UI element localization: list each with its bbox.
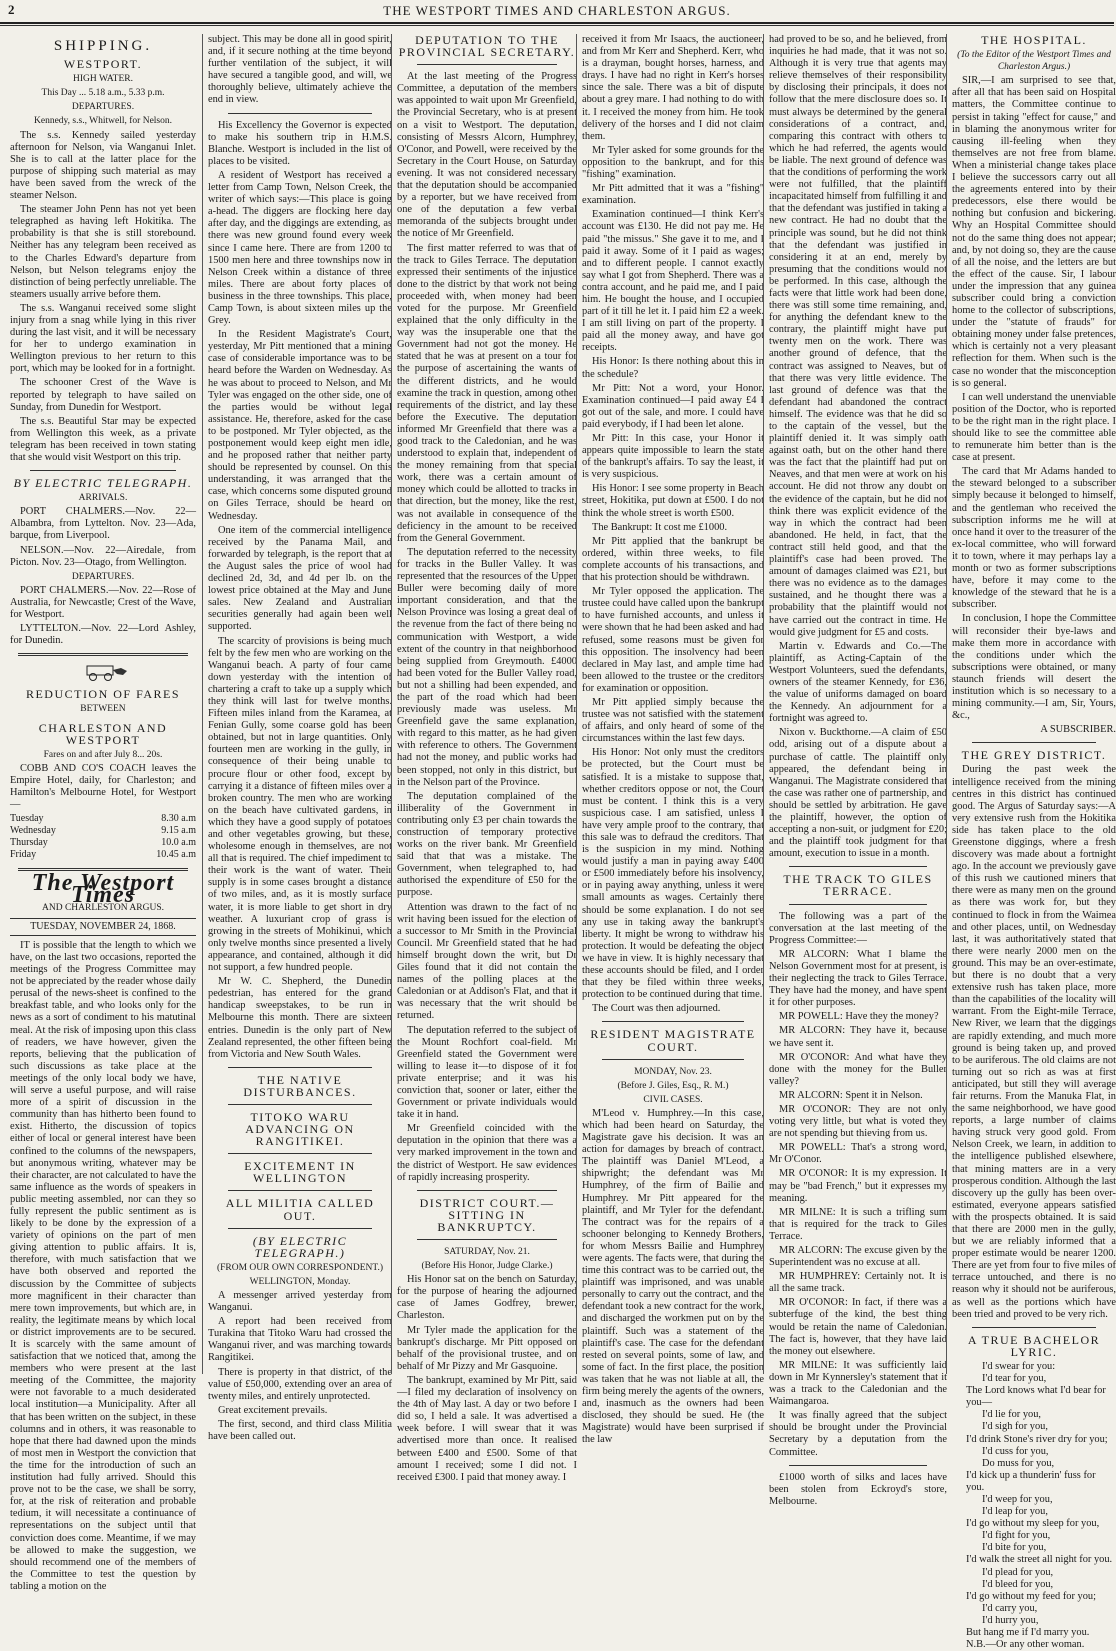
column-1	[10, 34, 196, 1592]
hospital-heading: THE HOSPITAL.	[981, 33, 1087, 47]
divider	[789, 1465, 927, 1466]
fares-line: Fares on and after July 8... 20s.	[43, 749, 163, 760]
column-3	[391, 33, 577, 1483]
timetable-row	[10, 813, 196, 825]
news-paragraph: Mr W. C. Shepherd, the Dunedin pedestrian, has entered for the grand handicap sweepstakes, to be run in Melbourne this month. There are sixteen entries. Dunedin is the only part of New Zealand represented, the other fifteen being from Victoria and New South Wales.	[208, 976, 392, 1060]
poem-line: I'd go without my sleep for you,	[966, 1518, 1100, 1530]
article-paragraph: The deputation complained of the illiberality of the Government in contributing only £3 per chain towards the construction of temporary protective works on the river bank. Mr Greenfield said that that was a mistake. The Government, when telegraphed to, had authorised the expenditure of £50 for the purpose.	[397, 790, 577, 899]
titoko-heading: TITOKO WARU ADVANCING ON RANGITIKEI.	[245, 1109, 355, 1149]
grey-district-heading: THE GREY DISTRICT.	[961, 748, 1107, 763]
article-paragraph: His Honor: Not only must the creditors be protected, but the Court must be satisfied. It is a mistake to suppose that, whether creditors oppose or not, the Court must be content. I think this is a very suspicious case. I am satisfied, unless I have very ample proof to the contrary, that this sale was to defraud the creditors. That is the suspicion in my mind. Nothing would justify a man in paying away £400 or £500 immediately before his insolvency, or in paying away anything, unless it were small amounts as wages. Certainly there should be some explanation. I do not see any use in taking away the bankrupt's liberty. It might be wrong to withdraw his protection. It would be defeating the object we have in view. It is highly necessary that these accounts should be filed, and I order that they be filed within three weeks, protection to be continued during that time.	[582, 747, 764, 1001]
article-paragraph: Mr Pitt: In this case, your Honor it appears quite impossible to learn the state of the bankrupt's affairs. To say the least, it is very suspicious.	[582, 433, 764, 481]
poem-line: I'd bite for you,	[982, 1542, 1047, 1554]
timetable-day: Friday	[10, 849, 37, 861]
article-paragraph: His Honor sat on the bench on Saturday, for the purpose of hearing the adjourned case of James Godfrey, brewer, Charleston.	[397, 1274, 577, 1322]
poem-line: I'd go without my feed for you;	[966, 1590, 1096, 1602]
arrivals-entry: PORT CHALMERS.—Nov. 22—Albambra, from Lyttelton. Nov. 23—Ada, barque, from Liverpool.	[10, 506, 196, 542]
dialogue-line: MR HUMPHREY: Certainly not. It is all the same track.	[769, 1271, 947, 1295]
news-paragraph: The scarcity of provisions is being much felt by the few men who are working on the Wanganui beach. A party of four came down yesterday with the intention of chartering a craft to take up a supply which they think will last for twelve months. Fifteen miles inland from the Karamea, at Fenian Gully, some coarse gold has been obtained, but not in large quantities. Only fourteen men are working in the gully, in consequence of their being unable to procure flour or other food, except by carrying it a distance of fifteen miles over a broken country. The men who are working on the beach have cultivated gardens, in which they have a good supply of potatoes and other vegetables growing, but these, wholesome enough in themselves, are not all that is required. The chief impediment to their work is the want of water. Their supply is in some cases brought a distance of two miles, and, as it is mostly surface water, it is more liable to get short in dry weather. A luxuriant crop of grass is growing in the streets of Mohikinui, which only twelve months since presented a lively appearance, and contained, although it did not support, a few hundred people.	[208, 635, 392, 974]
letter-paragraph: In conclusion, I hope the Committee will reconsider their bye-laws and make them more in accordance with the conditions under which the subscriptions were obtained, or many staunch friends will desert the institution which is so necessary to a mining community.—I am, Sir, Yours, &c.,	[952, 613, 1116, 722]
letter-paragraph: SIR,—I am surprised to see that, after all that has been said on Hospital matters, the Committee continue to persist in taking "effect for cause," and in blaming the anonymous writer for causing ill-feeling when they themselves are not free from blame. When a ministerial change takes place I believe the successors carry out all the agreements entered into by their predecessors, else there would be nothing but confusion and bickering. Why an Hospital Committee should not do the same thing does not appear; and, by not doing so, they are the cause of all the noise, and the letters are but the effect of the cause. Sir, I labour under the impression that any guinea subscriber could bring a conviction home to the collector of subscriptions, under the "statute of frauds" for obtaining money under false pretences, which is certainly not a very pleasant reflection for them. When such is the case no wonder that the misconception is so general.	[952, 75, 1116, 389]
news-paragraph: In the Resident Magistrate's Court, yesterday, Mr Pitt mentioned that a mining case of considerable importance was to be heard before the Warden on Wednesday. As he was about to proceed to Nelson, and Mr Tyler was engaged on the other side, one of the parties would be without legal assistance. He, therefore, asked for the case to be postponed. Mr Tyler objected, as the postponement would keep eight men idle, and he proposed rather that neither party should be represented by counsel. On this understanding, it was arranged that the case, which concerns some disputed ground on Giles Terrace, should be heard on Wednesday.	[208, 329, 392, 522]
column-2	[202, 34, 392, 1443]
arrivals-heading: ARRIVALS.	[78, 493, 128, 504]
timetable-day: Wednesday	[10, 825, 56, 837]
shipping-paragraph: The schooner Crest of the Wave is reported by telegraph to have sailed on Sunday, from Dunedin for Westport.	[10, 377, 196, 413]
coach-illustration-icon	[73, 662, 133, 682]
poem-line: I'd leap for you,	[982, 1506, 1048, 1518]
news-paragraph: A report had been received from Turakina that Titoko Waru had crossed the Wanganui river, and was marching towards Rangitikei.	[208, 1316, 392, 1364]
editorial-text: IT is possible that the length to which we have, on the last two occasions, reported the meetings of the Progress Committee may not be appreciated by the reader whose daily perusal of the news-sheet is confined to the breakfast table, and who looks only for the news as a sort of condiment to his matutinal meal. At the risk of imposing upon this class of readers, we have however, given the reports, believing that the publication of such discussions as take place at the meetings of the only local body we have, will serve a useful purpose, and will raise more of a spirit of discussion in the community than has hitherto been found to exist. Hitherto, the discussion of topics either of local or general interest have been confined to the columns of the newspapers, but anonymous writing, whatever may be their character, are not calculated to have the same influence as the words of speakers in public meeting assembled, nor can they so fully represent the public sentiment as is likely to be done by the expression of a variety of opinions on the part of men giving attention to public affairs. It is, therefore, with much satisfaction that we have both observed and reported the discussion by the Committee of subjects more magnificent in their character than mere town improvements, but which are, in reality, the legitimate means by which local or district improvements are to be secured. It is scarcely with the same amount of satisfaction that we noticed that, among the members who were present at the last meeting of the Committee, the majority were not favorable to a much desiderated local institution—a Municipality. After all that has been written on the subject, in these columns and in others, it was reasonable to hope that there had dawned upon the minds of most men in Westport the conviction that the time for the introduction of such an institution had fully arrived. Should this prove not to be the case, we shall be sorry, for, at the risk of reiteration and probable tedium, it will necessitate a continuance of representations on the subject until that conviction does come. Meantime, if we may be allowed to make the suggestion, we should recommend one of the members of the Committee to test the question by tabling a motion on the	[10, 939, 196, 1592]
poem-line: I'd lie for you,	[982, 1409, 1042, 1421]
poem-line: I'd hurry you,	[982, 1614, 1039, 1626]
resident-magistrate-heading: RESIDENT MAGISTRATE COURT.	[590, 1027, 756, 1054]
news-paragraph: There is property in that district, of the value of £50,000, extending over an area of twenty miles, and entirely unprotected.	[208, 1366, 392, 1402]
article-paragraph: It was finally agreed that the subject should be brought under the Provincial Secretary by a deputation from the Committee.	[769, 1410, 947, 1458]
shipping-paragraph: The s.s. Kennedy sailed yesterday afternoon for Nelson, via Wanganui Inlet. She is to call at the latter place for the purpose of shipping such material as may have been saved from the wreck of the steamer Nelson.	[10, 129, 196, 202]
article-paragraph: Martin v. Edwards and Co.—The plaintiff, as Acting-Captain of the Westport Volunteers, sued the defendants, owners of the steamer Kennedy, for £36, the value of uniforms damaged on board the Kennedy. An adjournment for a fortnight was agreed to.	[769, 640, 947, 725]
article-paragraph: Mr Pitt admitted that it was a "fishing" examination.	[582, 183, 764, 207]
poem-line: I'd kick up a thunderin' fuss for you.	[966, 1469, 1096, 1493]
news-paragraph: One item of the commercial intelligence received by the Panama Mail, and forwarded by telegraph, is the report that at the August sales the price of wool had declined 2d, 3d, and 4d per lb. on the lowest price obtained at the May and June sales. New Zealand and Australian securities generally had again been well supported.	[208, 524, 392, 633]
divider	[789, 866, 927, 867]
dialogue-line: MR O'CONOR: In fact, if there was a subterfuge of the kind, the best thing would be retain the name of Caledonian. The fact is, however, that they have laid the money out elsewhere.	[769, 1297, 947, 1357]
poem-line: I'd tear for you,	[982, 1373, 1047, 1385]
timetable-time: 10.0 a.m	[161, 837, 196, 849]
civil-cases-heading: CIVIL CASES.	[643, 1094, 703, 1105]
timetable-row	[10, 849, 196, 861]
poem-line: I'd swear for you:	[982, 1360, 1056, 1372]
poem-line: I'd bleed for you,	[982, 1578, 1054, 1590]
track-heading: THE TRACK TO GILES TERRACE.	[783, 872, 933, 899]
poem-line: I'd drink Stone's river dry for you;	[966, 1433, 1108, 1445]
poem-line: I'd weep for you,	[982, 1493, 1053, 1505]
telegraph-heading: BY ELECTRIC TELEGRAPH.	[13, 476, 193, 491]
lyric-heading: A TRUE BACHELOR LYRIC.	[967, 1332, 1101, 1359]
departures-entry: PORT CHALMERS.—Nov. 22—Rose of Australia, for Newcastle; Crest of the Wave, for Westport.	[10, 584, 196, 621]
divider	[972, 742, 1096, 743]
timetable-day: Thursday	[10, 837, 48, 849]
poem-line: The Lord knows what I'd bear for you—	[966, 1385, 1106, 1409]
divider	[228, 113, 372, 114]
news-paragraph: Great excitement prevails.	[218, 1404, 328, 1416]
column-5	[763, 34, 947, 1507]
dialogue-line: MR ALCORN: The excuse given by the Superintendent was no excuse at all.	[769, 1245, 947, 1269]
telegraph-departures-heading: DEPARTURES.	[71, 571, 135, 582]
running-head: THE WESTPORT TIMES AND CHARLESTON ARGUS.	[383, 3, 731, 18]
coach-notice: COBB AND CO'S COACH leaves the Empire Hotel, daily, for Charleston; and Hamilton's Melbourne Hotel, for Westport—	[10, 762, 196, 811]
divider	[417, 64, 557, 65]
timetable-time: 10.45 a.m	[156, 849, 196, 861]
article-paragraph: Nixon v. Buckthorne.—A claim of £50 odd, arising out of a dispute about a purchase of cattle. The plaintiff only appeared, the defendant being in Wanganui. The Magistrate considered that the case was rather one of partnership, and should be settled by arbitration. He gave the plaintiff, however, the option of accepting a non-suit, or judgment for £20; and the plaintiff took judgment for that amount, execution to issue in a month.	[769, 727, 947, 860]
deputation-heading: DEPUTATION TO THE PROVINCIAL SECRETARY.	[398, 33, 576, 60]
excitement-heading: EXCITEMENT IN WELLINGTON	[244, 1159, 356, 1186]
news-paragraph: The first, second, and third class Militia have been called out.	[208, 1418, 392, 1443]
divider	[228, 1190, 372, 1191]
shipping-paragraph: The s.s. Wanganui received some slight injury from a snag while lying in this river during the last visit, and it will be necessary for her to undergo examination in Wellington previous to her return to this port, which may be looked for in a fortnight.	[10, 302, 196, 375]
departures-list: Kennedy, s.s., Whitwell, for Nelson.	[34, 116, 172, 127]
shipping-paragraph: The steamer John Penn has not yet been telegraphed as having left Hokitika. The probability is that she is still storebound. Neither has any telegram been received as to the Charles Edward's departure from Nelson, but Nelson telegrams enjoy the distinction of being perfectly unreliable. The steamers usually arrive before them.	[10, 204, 196, 300]
poem-line: I'd cuss for you,	[982, 1445, 1049, 1457]
poem-line: Do muss for you,	[982, 1457, 1055, 1469]
correspondent-line: (FROM OUR OWN CORRESPONDENT.)	[216, 1262, 384, 1273]
fares-heading: REDUCTION OF FARES	[25, 687, 181, 702]
poem-line: I'd walk the street all night for you.	[966, 1554, 1113, 1566]
article-paragraph: During the past week the intelligence received from the mining centres in this district has continued good. The Argus of Saturday says:—A very extensive rush from the Hokitika side has taken place to the old Greenstone diggings, where a fresh discovery was made about a fortnight ago. In the account we previously gave of this rush we cautioned miners that there were as many men on the ground as there was work for, but they continued to flock in from the Waimea and other places, until, on Wednesday last, it was authoritatively stated that there were nearly 2000 men on the ground. This may be an over-estimate, but there is no doubt that a very extensive rush has taken place, more than the capabilities of the locality will warrant. From the Eight-mile Terrace, New River, we learn that the diggings are rapidly extending, and much more ground is being taken up, and proved to be auriferous. The old claims are not turning out so rich as was at first anticipated, but still they will average fair returns. From the Manuka Flat, in the same neighborhood, we have good reports, a large number of claims having struck very good gold. From Nelson Creek, we learn, in addition to the intelligence published elsewhere, that mining matters are in a very prosperous condition. Although the last discovery up the gully has been over-estimated, everyone appears satisfied with the prospects obtained. It is said that there are 2000 men in the gully, but we are reliably informed that a proper estimate would be nearer 1200. There are yet from four to five miles of terrace untouched, and there is no reason why it should not be auriferous, as well as the portions which have been tried and proved to be very rich.	[952, 764, 1116, 1320]
article-paragraph: The following was a part of the conversation at the last meeting of the Progress Committee:—	[769, 910, 947, 946]
article-paragraph: Examination continued—I think Kerr's account was £130. He did not pay me. He paid "the missus." She gave it to me, and I paid it away. Some of it I paid as wages; and to different people. I cannot exactly say what I got from Shepherd. There was a contra account, and he paid me, and I paid him. He bought the house, and I occupied part of it till he let it. I paid him £2 a week. I am still living on part of the property. I paid all the money away, and have got receipts.	[582, 209, 764, 354]
timetable-time: 8.30 a.m	[161, 813, 196, 825]
article-paragraph: received it from Mr Isaacs, the auctioneer, and from Mr Kerr and Shepherd. Kerr, who is a drayman, bought horses, harness, and drays. I have had no right in Kerr's horses since the sale. There was a bit of dispute about a grey mare. I had nothing to do with it. I received the money from him. He took delivery of the horses and I did not claim them.	[582, 34, 764, 142]
divider	[789, 904, 927, 905]
article-paragraph: Mr Tyler made the application for the bankrupt's discharge. Mr Pitt opposed on behalf of the provisional trustee, and on behalf of Mr Pizzy and Mr Gasquoine.	[397, 1324, 577, 1372]
divider	[30, 470, 176, 471]
divider	[417, 1190, 557, 1191]
dialogue-line: MR ALCORN: They have it, because we have sent it.	[769, 1025, 947, 1049]
timetable-row	[10, 825, 196, 837]
high-water-heading: HIGH WATER.	[73, 74, 133, 85]
news-paragraph: A messenger arrived yesterday from Wanganui.	[208, 1290, 392, 1314]
fares-route: CHARLESTON AND WESTPORT	[38, 720, 168, 747]
shipping-heading: SHIPPING.	[53, 38, 153, 54]
article-paragraph: The deputation referred to the necessity for tracks in the Buller Valley. It was represented that the resources of the Upper Buller were becoming daily of more important consideration, and that the Nelson Province was losing a great deal of the revenue from the fact of there being no communication with Westport, a wide extent of the country in that neighborhood being supplied from Greymouth. £4000 had been voted for the Buller Valley road, but not a shilling had been expended, and the part of the road which had been previously made was useless. Mr Greenfield gave the same explanation, with regard to this matter, as he had given with reference to others. The Government had not the money, and public works had been stopped, not only in this district, but in the Nelson part of the Province.	[397, 546, 577, 788]
article-paragraph: His Honor: I see some property in Beach street, Hokitika, put down at £500. I do not think the whole street is worth £500.	[582, 483, 764, 519]
article-paragraph: At the last meeting of the Progress Committee, a deputation of the members was appointed to wait upon Mr Greenfield, the Provincial Secretary, who is at present on a visit to Westport. The deputation, consisting of Messrs Alcorn, Humphrey, O'Conor, and Powell, were received by the Secretary in the Court House, on Saturday evening. It was not considered necessary that the deputation should be accompanied by a reporter, but we have received from one of the deputation a few verbal memoranda of the subjects brought under the notice of Mr Greenfield.	[397, 71, 577, 240]
fares-between: BETWEEN	[80, 704, 126, 715]
departures-heading: DEPARTURES.	[71, 102, 135, 113]
article-paragraph: The Court was then adjourned.	[592, 1003, 721, 1015]
article-paragraph: Mr Tyler opposed the application. The trustee could have called upon the bankrupt to have furnished accounts, and unless it were shown that he had been asked and had refused, some reasons must be given for this opposition. The insolvency had been declared in May last, and ample time had been allowed to the trustee or the creditors for examination or opposition.	[582, 586, 764, 694]
article-paragraph: Mr Pitt applied that the bankrupt be ordered, within three weeks, to file complete accounts of his transactions, and that his protection should be withdrawn.	[582, 535, 764, 584]
dialogue-line: MR MILNE: It was sufficiently laid down in Mr Kynnersley's statement that it was a track to the Caledonian and the Waimangaroa.	[769, 1359, 947, 1408]
hospital-subheading: (To the Editor of the Westport Times and Charleston Argus.)	[957, 50, 1111, 73]
article-paragraph: The first matter referred to was that of the track to Giles Terrace. The deputation expressed their sentiments of the injustice done to the district by that work not being proceeded with, when money had been voted for the purpose. Mr Greenfield explained that the only difficulty in the way was the insuperable one that the Government had not got the money. He stated that he was at present on a tour for the purpose of ascertaining the wants of the different districts, and he would examine the track in question, among other requirements of the district, and lay these before the Executive. The deputation informed Mr Greenfield that there was a good track to the Caledonian, and he was understood to explain that, independent of the money remaining from that special work, there was a certain amount of money which could be allotted to tracks in that direction, but the money, like the rest, was not available in consequence of the deficiency in the amount to be received from the General Government.	[397, 242, 577, 544]
divider	[18, 653, 188, 656]
article-paragraph: M'Leod v. Humphrey.—In this case, which had been heard on Saturday, the Magistrate gave his decision. It was an action for damages by breach of contract. The plaintiff was Daniel M'Leod, a shipwright; the defendant was Mr Humphrey, of the firm of Bailie and Humphrey. Mr Pitt appeared for the plaintiff, and Mr Tyler for the defendant. The contract was for the repairs of a schooner belonging to Kennedy Brothers, for whom Messrs Bailie and Humphrey were agents. The facts were, that during the time this contract was to be carried out, the plaintiff was imprisoned, and was unable personally to carry out the contract, and the defendant took a new contract for the work, and discharged the workmen put on by the plaintiff. Such was a statement of the plaintiff's case. The case for the defendant rested on several points, some of law, and some of fact. In the first place, the position was taken that he was not liable at all, the firm being merely the agents of the owners, and, inasmuch as the owners had been disclosed, they should be sued. He (the Magistrate) would have been surprised if the law	[582, 1107, 764, 1446]
timetable-day: Tuesday	[10, 813, 44, 825]
poem-line: N.B.—Or any other woman.	[966, 1639, 1085, 1651]
port-heading: WESTPORT.	[63, 57, 143, 72]
court-before: (Before J. Giles, Esq., R. M.)	[617, 1080, 729, 1091]
article-paragraph: The Bankrupt: It cost me £1000.	[592, 521, 728, 533]
arrivals-entry: NELSON.—Nov. 22—Airedale, from Picton. Nov. 23—Otago, from Wellington.	[10, 544, 196, 568]
court-before: (Before His Honor, Judge Clarke.)	[421, 1261, 553, 1272]
masthead-rule	[0, 25, 1114, 26]
divider	[228, 1228, 372, 1229]
article-paragraph: The deputation referred to the subject of the Mount Rochfort coal-field. Mr Greenfield stated the Government were willing to lease it—to dispose of it for private enterprise; and it was his conviction that, sooner or later, either the Government or private individuals would take it in hand.	[397, 1024, 577, 1121]
column-6	[946, 33, 1116, 1651]
paper-title: The Westport Times	[31, 869, 175, 908]
article-paragraph: The bankrupt, examined by Mr Pitt, said—I filed my declaration of insolvency on the 4th of May last. A day or two before I did so, I held a sale. It was advertised a week before. I will swear that it was advertised more than once. It realised between £400 and £500. Some of that amount I received; some I did not. I received £300. I paid that money away. I	[397, 1374, 577, 1483]
divider	[972, 1327, 1096, 1328]
wellington-dateline: WELLINGTON, Monday.	[249, 1276, 351, 1287]
article-paragraph: Mr Pitt applied simply because the trustee was not satisfied with the statement of affairs, and only heard of some of the circumstances within the last few days.	[582, 696, 764, 745]
dialogue-line: MR O'CONOR: They are not only voting very little, but what is voted they are not spending but thieving from us.	[769, 1103, 947, 1140]
coach-timetable	[10, 813, 196, 861]
letter-paragraph: I can well understand the unenviable position of the Doctor, who is reported to be the right man in the right place. I should like to see the committee able to remunerate him better than is the case at present.	[952, 391, 1116, 464]
high-water-times: This Day ... 5.18 a.m., 5.33 p.m.	[41, 88, 165, 99]
article-paragraph: Attention was drawn to the fact of no writ having been issued for the election of a successor to Mr Smith in the Provincial Council. Mr Greenfield stated that he had himself brought down the writ, but Dr Giles found that it did not contain the names of the polling places at the Caledonian or at Addison's Flat, and that it was necessary that the writ should be returned.	[397, 901, 577, 1022]
news-paragraph: subject. This may be done all in good spirit, and, if it secure nothing at the time beyond further ventilation of the subject, it will have secured a tangible good, and will, we thoroughly believe, ultimately achieve the end in view.	[208, 34, 392, 106]
native-heading: THE NATIVE DISTURBANCES.	[243, 1072, 357, 1099]
article-paragraph: Mr Greenfield coincided with the deputation in the opinion that there was a very marked improvement in the town and the district of Westport. He saw evidences of rapidly increasing prosperity.	[397, 1123, 577, 1183]
dialogue-line: MR POWELL: Have they the money?	[779, 1011, 939, 1023]
telegraph-heading: (BY ELECTRIC TELEGRAPH.)	[252, 1233, 348, 1260]
divider	[602, 1059, 744, 1060]
masthead	[0, 0, 1114, 24]
dialogue-line: MR O'CONOR: And what have they done with the money for the Buller valley?	[769, 1051, 947, 1087]
news-paragraph: A resident of Westport has received a letter from Camp Town, Nelson Creek, the writer of which says:—This place is going a-head. The diggers are flocking here day after day, and the diggings are extending, as there was new ground found every week since I came here. There are from 1200 to 1500 men here and three townships now in Nelson Creek within a distance of three miles. There are about forty places of business in the three townships. This place, Camp Town, is about sixteen miles up the Grey.	[208, 169, 392, 327]
columns	[10, 33, 1116, 1651]
divider	[602, 1021, 744, 1022]
timetable-time: 9.15 a.m	[161, 825, 196, 837]
dialogue-line: MR O'CONOR: It is my expression. It may be "bad French," but it expresses my meaning.	[769, 1168, 947, 1204]
article-paragraph: Mr Pitt: Not a word, your Honor. Examination continued—I paid away £4 I got out of the sale, and more. I could have paid everybody, if I had been let alone.	[582, 382, 764, 430]
dialogue-line: MR ALCORN: Spent it in Nelson.	[779, 1089, 923, 1101]
news-paragraph: His Excellency the Governor is expected to make his southern trip in H.M.S. Blanche. Westport is included in the list of places to be visited.	[208, 119, 392, 167]
divider	[228, 1104, 372, 1105]
district-court-heading: DISTRICT COURT.—SITTING IN BANKRUPTCY.	[419, 1195, 555, 1234]
militia-heading: ALL MILITIA CALLED OUT.	[225, 1196, 375, 1223]
court-date: SATURDAY, Nov. 21.	[444, 1247, 530, 1257]
dialogue-line: MR POWELL: That's a strong word, Mr O'Conor.	[769, 1142, 947, 1166]
column-4	[576, 34, 764, 1446]
page-number: 2	[8, 2, 15, 17]
news-paragraph: £1000 worth of silks and laces have been stolen from Eckroyd's store, Melbourne.	[769, 1471, 947, 1507]
poem-line: I'd fight for you,	[982, 1530, 1051, 1542]
article-paragraph: had proved to be so, and he believed, from inquiries he had made, that it was not so. Although it is very true that agents may relieve themselves of their responsibility by disclosing their principals, it does not follow that the mere disclosure does so. It must always be determined by the general considerations of a contract, and, comparing this contract with others to which he had referred, the agents would be liable. The next ground of defence was that the conditions of performing the work were not fulfilled, that the plaintiff incapacitated himself from fulfilling it and that the defendant was justified in taking a new contract. He had no doubt that the principle was sound, but he did not think that the defendant was justified in considering it at an end, merely by presuming that the conditions would not be performed. In this case, although the facts were that little work had been done, there was still some time remaining, and, for anything the defendant knew to the contrary, the plaintiff might have put twenty men on the work. There was another ground of defence, that the contract was assigned to Neaves, but of that there was very little evidence. The last ground of defence was that the defendant had abandoned the contract himself. The evidence was that he did so to the captain of the vessel, but the plaintiff denied it. It was simply oath against oath, but on the other hand there was the fact that the plaintiff had put on Neaves, and that men were at work on his account. He did not throw any doubt on the evidence of the captain, but he did not think there was explicit evidence of the way in which the contract had been abandoned. He held, in fact, that the contract still held good, and that the plaintiff's case had been proved. The amount of damages claimed was £21, but there was no evidence as to the damages sustained, and he thought there was a probability that the plaintiff would not have carried out the contract in time. He would give judgment for £5 and costs.	[769, 34, 947, 638]
poem	[952, 1361, 1116, 1651]
article-paragraph: Mr Tyler asked for some grounds for the opposition to the bankrupt, and for this "fishing" examination.	[582, 144, 764, 181]
shipping-paragraph: The s.s. Beautiful Star may be expected from Wellington this week, as a private telegram has been received in town stating that she would visit Westport on this trip.	[10, 415, 196, 463]
departures-entry: LYTTELTON.—Nov. 22—Lord Ashley, for Dunedin.	[10, 623, 196, 647]
timetable-row	[10, 837, 196, 849]
divider	[228, 1067, 372, 1068]
dateline: TUESDAY, NOVEMBER 24, 1868.	[10, 918, 196, 936]
letter-paragraph: The card that Mr Adams handed to the steward belonged to a subscriber simply because it belonged to himself, and the gentleman who received the subscription informs me he will at once hand it over to the treasurer of the ex-local committee, who will forward it to town, where it may perhaps lay a month or two as former subscriptions have, before it may come to the knowledge of the steward that he is a subscriber.	[952, 466, 1116, 611]
paper-subtitle: AND CHARLESTON ARGUS.	[41, 902, 165, 913]
poem-line: I'd carry you,	[982, 1602, 1038, 1614]
poem-line: I'd plead for you,	[982, 1566, 1054, 1578]
dialogue-line: MR MILNE: It is such a trifling sum that is required for the track to Giles Terrace.	[769, 1206, 947, 1242]
dialogue-line: MR ALCORN: What I blame the Nelson Government most for at present, is their neglecting the track to Giles Terrace. They have had the money, and have spent it for other purposes.	[769, 948, 947, 1009]
poem-line: But hang me if I'd marry you.	[966, 1627, 1090, 1638]
letter-signature: A SUBSCRIBER.	[1040, 724, 1116, 736]
article-paragraph: His Honor: Is there nothing about this in the schedule?	[582, 356, 764, 380]
poem-line: I'd sigh for you,	[982, 1421, 1048, 1433]
divider	[417, 1239, 557, 1240]
court-date: MONDAY, Nov. 23.	[634, 1066, 712, 1077]
divider	[228, 1153, 372, 1154]
